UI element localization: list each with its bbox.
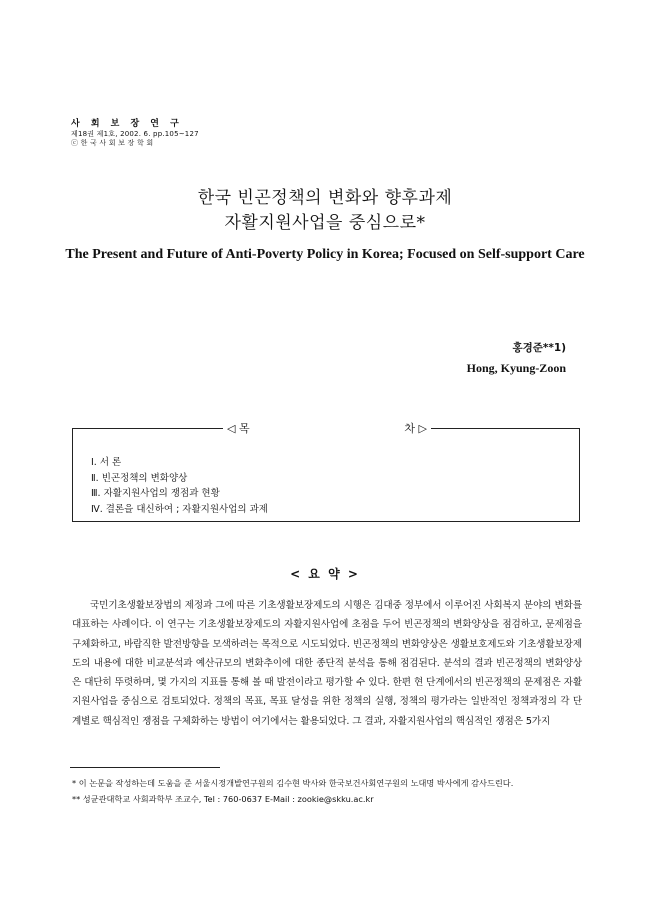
table-of-contents <box>72 422 580 522</box>
journal-name: 사 회 보 장 연 구 <box>71 119 183 129</box>
toc-item: Ⅱ. 빈곤정책의 변화양상 <box>91 472 188 484</box>
toc-heading-left: ◁ 목 <box>227 422 250 435</box>
toc-item: Ⅳ. 결론을 대신하여 ; 자활지원사업의 과제 <box>91 503 268 515</box>
journal-header <box>71 119 199 148</box>
toc-list <box>91 455 268 517</box>
title-korean-line1: 한국 빈곤정책의 변화와 향후과제 <box>197 188 453 208</box>
author-english: Hong, Kyung-Zoon <box>466 361 566 375</box>
title-korean-line2: 자활지원사업을 중심으로* <box>224 213 426 233</box>
abstract-text: 국민기초생활보장법의 제정과 그에 따른 기초생활보장제도의 시행은 김대중 정부에서 이루어진 사회복지 분야의 변화를 대표하는 사례이다. 이 연구는 기초생활보장제도의 자활지원사업에 초점을 두어 빈곤정책의 변화양상을 점검하고, 문제점을 구체화하고, 바람직한 발전방향을 모색하려는 목적으로 시도되었다. 빈곤정책의 변화양상은 생활보호제도와 기초생활보장제도의 내용에 대한 비교분석과 예산규모의 변화추이에 대한 종단적 분석을 통해 점검된다. 분석의 결과 빈곤정책의 변화양상은 대단히 뚜렷하며, 몇 가지의 지표를 통해 볼 때 발전이라고 평가할 수 있다. 한편 현 단계에서의 빈곤정책의 문제점은 자활지원사업을 중심으로 검토되었다. 정책의 목표, 목표 달성을 위한 정책의 실행, 정책의 평가라는 일반적인 정책과정의 각 단계별로 핵심적인 쟁점을 구체화하는 방법이 여기에서는 활용되었다. 그 결과, 자활지원사업의 핵심적인 쟁점은 5가지 <box>72 600 582 727</box>
toc-item: Ⅲ. 자활지원사업의 쟁점과 현황 <box>91 488 220 499</box>
title-english: The Present and Future of Anti-Poverty Policy in Korea; Focused on Self-support Care <box>65 247 585 262</box>
footnote-divider <box>70 767 220 768</box>
toc-heading <box>223 420 431 436</box>
footnotes <box>72 775 582 807</box>
toc-heading-right: 차 ▷ <box>404 422 427 435</box>
footnote: * 이 논문을 작성하는데 도움을 준 서울시정개발연구원의 김수현 박사와 한국보건사회연구원의 노대명 박사에게 감사드린다. <box>72 778 514 788</box>
journal-copyright: ⓒ 한 국 사 회 보 장 학 회 <box>71 139 154 147</box>
journal-volume-info: 제18권 제1호, 2002. 6. pp.105~127 <box>71 130 199 139</box>
abstract-heading: < 요 약 > <box>290 567 360 581</box>
footnote: ** 성균관대학교 사회과학부 조교수, Tel : 760-0637 E-Mail : zookie@skku.ac.kr <box>72 794 374 804</box>
author-korean: 홍경준**1) <box>512 342 566 354</box>
toc-item: Ⅰ. 서 론 <box>91 457 122 468</box>
